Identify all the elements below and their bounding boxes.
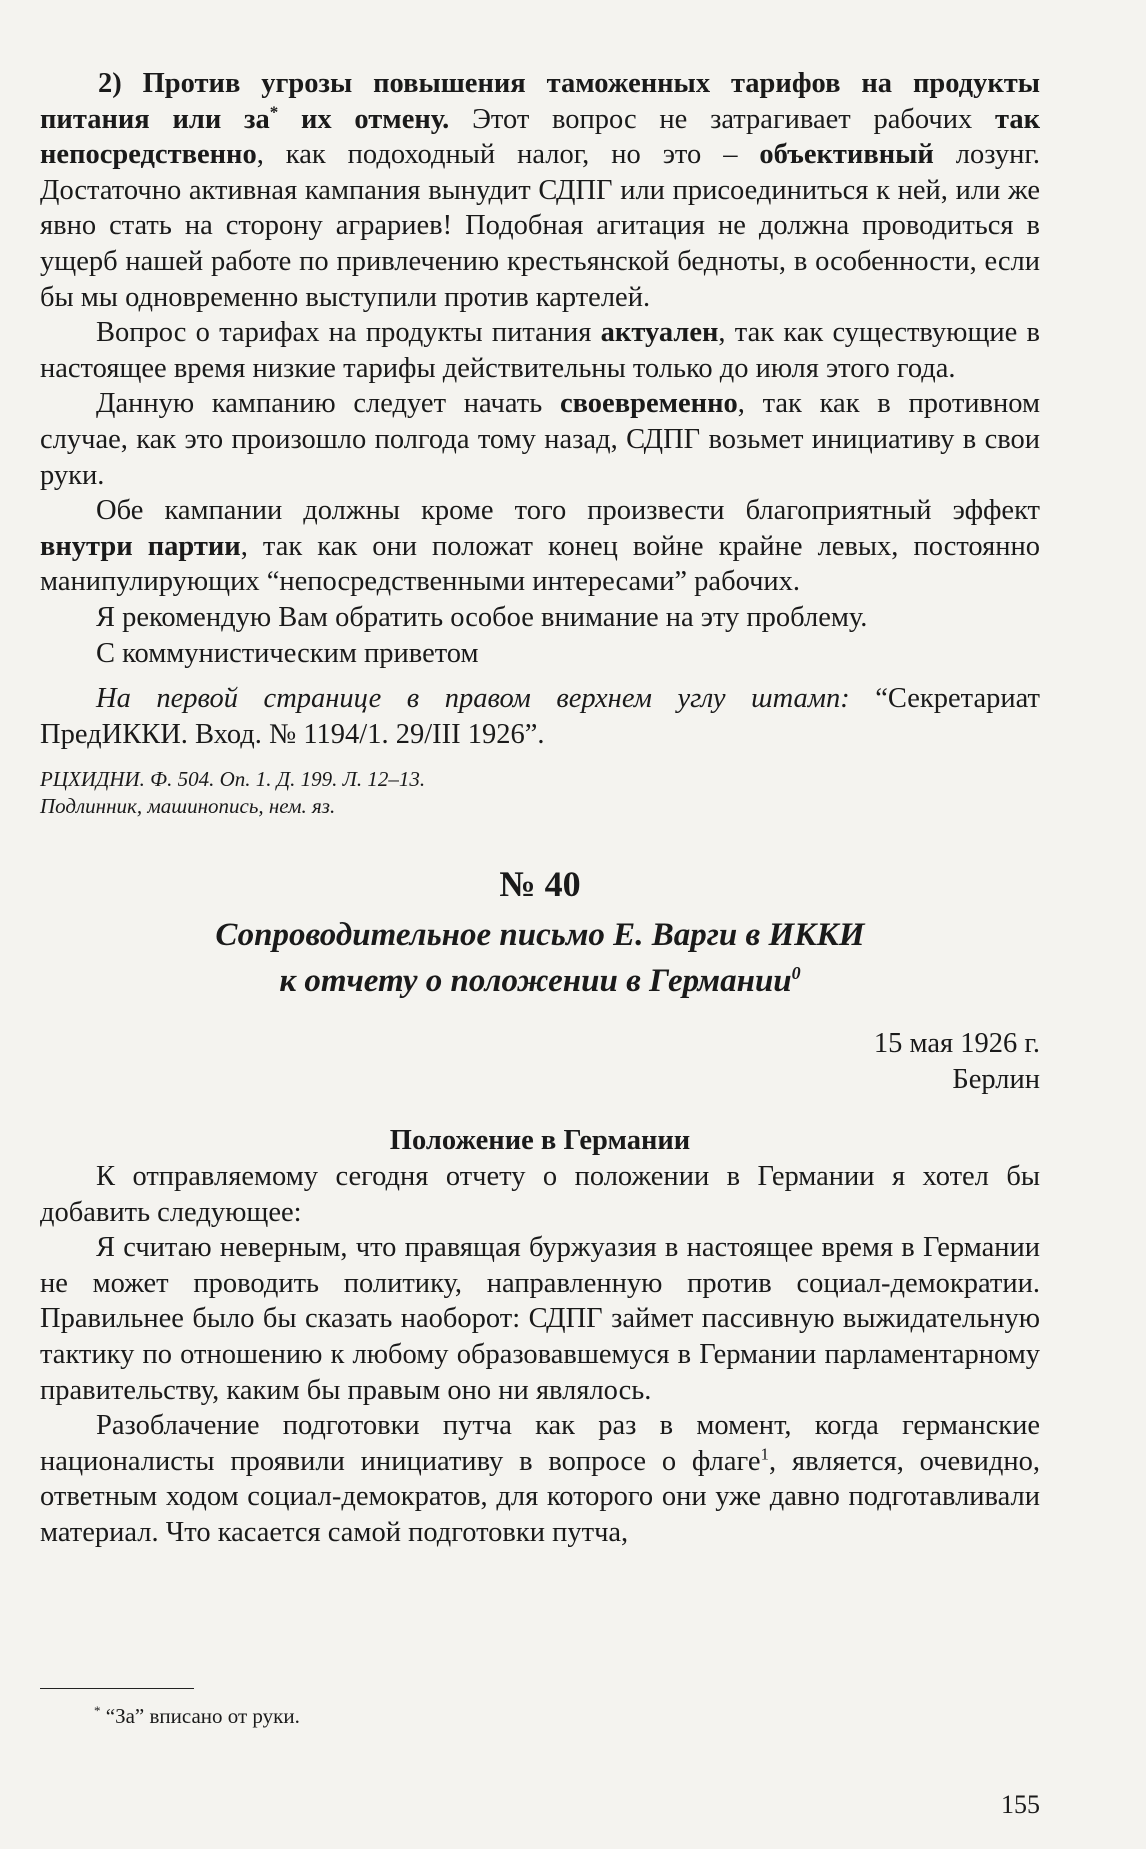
paragraph-text: Вопрос о тарифах на продукты питания [96, 317, 601, 349]
stamp-note-text: “Секретариат ПредИККИ. Вход. № 1194/1. 29/III 1926”. [40, 683, 1040, 750]
paragraph-text: Разоблачение подготовки путча как раз в момент, когда германские националисты проявили инициативу в вопросе о флаге [40, 1410, 1040, 1477]
paragraph-text: , является, очевидно, ответным ходом социал-демократов, для которого они уже давно подготавливали материал. Что касается самой подготовки путча, [40, 1445, 1040, 1548]
body-paragraph [40, 386, 1040, 493]
document-title [40, 916, 1040, 1000]
stamp-note [40, 681, 1040, 752]
paragraph-text: , как подоходный налог, но это – [256, 139, 760, 171]
archive-source [40, 766, 1040, 820]
body-paragraph [40, 1230, 1040, 1408]
paragraph-text: , так как в противном случае, как это произошло полгода тому назад, СДПГ возьмет инициативу в свои руки. [40, 388, 1040, 491]
body-paragraph [40, 493, 1040, 600]
body-paragraph [40, 66, 1040, 315]
paragraph-text: , так как они положат конец войне крайне левых, постоянно манипулирующих “непосредственными интересами” рабочих. [40, 530, 1040, 598]
paragraph-text: лозунг. Достаточно активная кампания вынудит СДПГ или присоединиться к ней, или же явно стать на сторону аграриев! Подобная агитация не должна проводиться в ущерб нашей работе по привлечению крестьянской бедноты, в особенности, если бы мы одновременно выступили против картелей. [40, 139, 1040, 313]
emphasis-text: 2) Против угрозы повышения таможенных тарифов на продукты питания или за [40, 68, 1040, 135]
emphasis-text: объективный [759, 139, 934, 171]
body-paragraph [40, 1408, 1040, 1550]
letter-place: Берлин [952, 1063, 1040, 1095]
body-paragraph [40, 315, 1040, 386]
footnote-divider [40, 1688, 194, 1689]
document-title-line2-text: к отчету о положении в Германии [279, 963, 792, 1000]
footnote-mark: * [94, 1703, 101, 1718]
footnote-ref: * [269, 102, 279, 122]
document-title-footnote-mark: 0 [791, 963, 801, 984]
footnote-ref: 1 [760, 1444, 770, 1464]
paragraph-text: Обе кампании должны кроме того произвести благоприятный эффект [96, 495, 1040, 527]
paragraph-text: Этот вопрос не затрагивает рабочих [449, 103, 995, 135]
emphasis-text: актуален [600, 317, 719, 349]
footnote [94, 1698, 300, 1729]
emphasis-text: внутри партии [40, 530, 241, 562]
letter-date: 15 мая 1926 г. [873, 1028, 1040, 1060]
paragraph-text: Я рекомендую Вам обратить особое внимание на эту проблему. [96, 601, 868, 633]
emphasis-text: их отмену. [278, 103, 450, 135]
date-place-block [40, 1026, 1040, 1097]
archive-reference: РЦХИДНИ. Ф. 504. Оп. 1. Д. 199. Л. 12–13. [40, 767, 426, 792]
paragraph-text: К отправляемому сегодня отчету о положении в Германии я хотел бы добавить следующее: [40, 1161, 1040, 1228]
closing-greeting: С коммунистическим приветом [96, 637, 479, 669]
letter-body-bottom [40, 1159, 1040, 1551]
paragraph-text: , так как существующие в настоящее время низкие тарифы действительны только до июля этого года. [40, 317, 1040, 384]
document-title-line1: Сопроводительное письмо Е. Варги в ИККИ [215, 917, 865, 954]
body-paragraph [40, 600, 1040, 636]
archive-original-note: Подлинник, машинопись, нем. яз. [40, 794, 336, 819]
paragraph-text: Данную кампанию следует начать [96, 388, 560, 420]
page-number: 155 [1001, 1790, 1040, 1819]
document-title-line2 [40, 954, 1040, 1000]
section-heading: Положение в Германии [389, 1125, 691, 1157]
emphasis-text: своевременно [559, 388, 738, 420]
emphasis-text: так непосредственно [40, 103, 1040, 171]
document-number: № 40 [499, 864, 581, 905]
paragraph-text: Я считаю неверным, что правящая буржуазия в настоящее время в Германии не может проводить политику, направленную против социал-демократии. Правильнее было бы сказать наоборот: СДПГ займет пассивную выжидательную тактику по отношению к любому образовавшемуся в Германии парламентарному правительству, каким бы правым оно ни являлось. [40, 1232, 1040, 1406]
document-page [40, 66, 1040, 1551]
body-paragraph [40, 1159, 1040, 1230]
stamp-note-italic: На первой странице в правом верхнем углу штамп: [96, 683, 850, 715]
footnote-text: “За” вписано от руки. [100, 1704, 300, 1728]
letter-body-top [40, 66, 1040, 636]
